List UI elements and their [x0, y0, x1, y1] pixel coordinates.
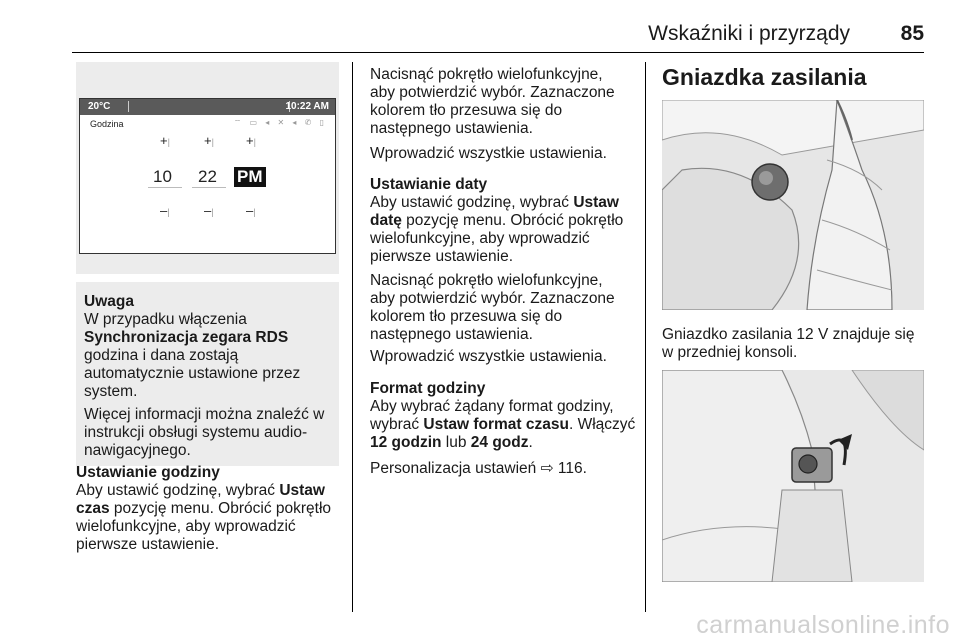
note-text-line: Synchronizacja zegara RDS	[84, 329, 289, 346]
body-line: Aby wybrać żądany format godziny,	[370, 398, 614, 415]
body-line: Aby ustawić godzinę, wybrać Ustaw	[76, 482, 325, 499]
arrow-right-icon: ⇨	[540, 460, 554, 477]
time-format-heading: Format godziny	[370, 380, 486, 397]
column-divider-2	[645, 62, 646, 612]
note-text-line: system.	[84, 383, 138, 400]
header-rule	[72, 52, 924, 53]
body-line: Nacisnąć pokrętło wielofunkcyjne,	[370, 66, 603, 83]
time-setting-heading: Ustawianie godziny	[76, 464, 220, 481]
body-line: wielofunkcyjne, aby wprowadzić	[370, 230, 590, 247]
body-line: Wprowadzić wszystkie ustawienia.	[370, 348, 607, 365]
body-line: pierwsze ustawienie.	[370, 248, 514, 265]
status-bar	[80, 99, 335, 115]
note-title: Uwaga	[84, 293, 134, 310]
date-setting-heading: Ustawianie daty	[370, 176, 488, 193]
value-underline	[192, 187, 226, 188]
body-line: datę pozycję menu. Obrócić pokrętło	[370, 212, 624, 229]
hour-value: 10	[153, 167, 172, 186]
body-line: następnego ustawienia.	[370, 120, 533, 137]
watermark: carmanualsonline.info	[696, 611, 950, 639]
body-line: Nacisnąć pokrętło wielofunkcyjne,	[370, 272, 603, 289]
body-line: kolorem tło przesuwa się do	[370, 308, 563, 325]
note-text-line: W przypadku włączenia	[84, 311, 247, 328]
body-line: następnego ustawienia.	[370, 326, 533, 343]
value-underline	[148, 187, 182, 188]
screen-label: Godzina	[90, 119, 124, 129]
body-line: aby potwierdzić wybór. Zaznaczone	[370, 84, 615, 101]
note-text-line: Więcej informacji można znaleźć w	[84, 406, 325, 423]
temperature-readout: 20°C	[88, 101, 111, 112]
page-number: 85	[900, 22, 924, 45]
body-line: wielofunkcyjne, aby wprowadzić	[76, 518, 296, 535]
body-line: wybrać Ustaw format czasu. Włączyć	[370, 416, 636, 433]
ampm-minus-button[interactable]: –|	[246, 203, 256, 218]
minute-value: 22	[198, 167, 217, 186]
page-header	[0, 0, 960, 60]
note-text-line: instrukcji obsługi systemu audio-	[84, 424, 308, 441]
ampm-value: PM	[234, 167, 266, 187]
body-line: 12 godzin lub 24 godz.	[370, 434, 533, 451]
minute-minus-button[interactable]: –|	[204, 203, 214, 218]
status-icons: ⌔ ▭ ◂ ✕ ◂ ✆ ▯	[233, 118, 327, 127]
note-text-line: automatycznie ustawione przez	[84, 365, 301, 382]
hour-minus-button[interactable]: –|	[160, 203, 170, 218]
column-divider-1	[352, 62, 353, 612]
body-line: Aby ustawić godzinę, wybrać Ustaw	[370, 194, 619, 211]
time-readout: 10:22 AM	[285, 101, 329, 112]
body-line: kolorem tło przesuwa się do	[370, 102, 563, 119]
note-text-line: nawigacyjnego.	[84, 442, 191, 459]
body-line: pierwsze ustawienie.	[76, 536, 220, 553]
section-title: Gniazdka zasilania	[662, 64, 867, 90]
caption-line: Gniazdko zasilania 12 V znajduje się	[662, 326, 915, 343]
clock-screen-figure	[76, 62, 339, 274]
hour-plus-button[interactable]: +|	[160, 133, 170, 148]
caption-line: w przedniej konsoli.	[662, 344, 798, 361]
ampm-plus-button[interactable]: +|	[246, 133, 256, 148]
minute-plus-button[interactable]: +|	[204, 133, 214, 148]
console-socket-illustration	[662, 100, 924, 310]
socket-cover-illustration	[662, 370, 924, 582]
status-separator	[128, 101, 129, 112]
body-line: czas pozycję menu. Obrócić pokrętło	[76, 500, 332, 517]
body-line: Wprowadzić wszystkie ustawienia.	[370, 145, 607, 162]
header-title: Wskaźniki i przyrządy	[648, 22, 850, 45]
body-line: aby potwierdzić wybór. Zaznaczone	[370, 290, 615, 307]
page-reference[interactable]: Personalizacja ustawień ⇨ 116.	[370, 460, 587, 477]
display-screen	[79, 98, 336, 254]
note-text-line: godzina i dana zostają	[84, 347, 239, 364]
